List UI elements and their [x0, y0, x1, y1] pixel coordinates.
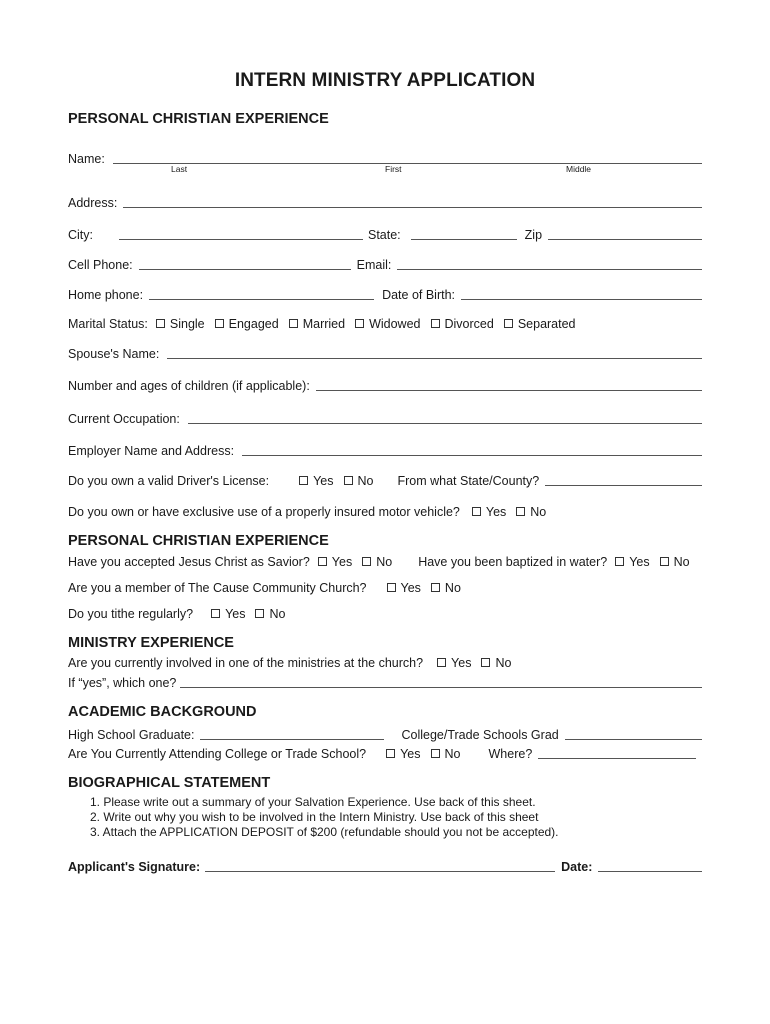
list-item: 2. Write out why you wish to be involved in the Intern Ministry. Use back of this sheet	[90, 810, 539, 824]
name-label: Name:	[68, 152, 105, 166]
vehicle-yes-option[interactable]	[472, 505, 506, 519]
checkbox-icon[interactable]	[387, 583, 396, 592]
license-label: Do you own a valid Driver's License:	[68, 474, 270, 488]
college-grad-field[interactable]	[565, 727, 702, 740]
attending-no-option[interactable]	[431, 747, 461, 761]
checkbox-icon[interactable]	[431, 319, 440, 328]
attending-yes-option[interactable]	[386, 747, 420, 761]
date-label: Date:	[561, 860, 593, 874]
checkbox-icon[interactable]	[431, 749, 440, 758]
ministry-no-option[interactable]	[481, 656, 511, 670]
spouse-name-field[interactable]	[167, 346, 702, 359]
signature-label: Applicant's Signature:	[68, 860, 201, 874]
baptized-yes-option[interactable]	[615, 555, 649, 569]
occupation-row	[68, 408, 702, 426]
page-title: INTERN MINISTRY APPLICATION	[234, 70, 536, 91]
section-christian-heading: PERSONAL CHRISTIAN EXPERIENCE	[68, 533, 329, 549]
option-label: No	[376, 555, 393, 569]
graduation-row	[68, 724, 702, 742]
tithe-yes-option[interactable]	[211, 607, 245, 621]
license-yes-option[interactable]	[299, 474, 333, 488]
checkbox-icon[interactable]	[255, 609, 264, 618]
email-label: Email:	[356, 258, 392, 272]
city-state-zip-row	[68, 224, 702, 242]
spouse-row	[68, 343, 702, 361]
college-grad-label: College/Trade Schools Grad	[401, 728, 559, 742]
member-label: Are you a member of The Cause Community Church?	[68, 581, 367, 595]
checkbox-icon[interactable]	[355, 319, 364, 328]
member-row	[68, 577, 702, 595]
tithe-no-option[interactable]	[255, 607, 285, 621]
option-label: Divorced	[444, 317, 494, 331]
occupation-field[interactable]	[188, 411, 702, 424]
section-personal-heading: PERSONAL CHRISTIAN EXPERIENCE	[68, 111, 329, 127]
ministry-which-field[interactable]	[180, 675, 702, 688]
name-middle-caption: Middle	[566, 164, 592, 174]
checkbox-icon[interactable]	[660, 557, 669, 566]
employer-row	[68, 440, 702, 458]
option-label: Yes	[485, 505, 507, 519]
name-last-caption: Last	[171, 164, 188, 174]
license-state-label: From what State/County?	[397, 474, 540, 488]
email-field[interactable]	[397, 257, 702, 270]
checkbox-icon[interactable]	[211, 609, 220, 618]
cell-phone-field[interactable]	[139, 257, 351, 270]
member-no-option[interactable]	[431, 581, 461, 595]
date-of-birth-label: Date of Birth:	[382, 288, 456, 302]
date-of-birth-field[interactable]	[461, 287, 702, 300]
name-field[interactable]	[113, 151, 702, 164]
home-phone-label: Home phone:	[68, 288, 144, 302]
member-yes-option[interactable]	[387, 581, 421, 595]
option-label: Widowed	[369, 317, 421, 331]
vehicle-row	[68, 501, 702, 519]
section-ministry-heading: MINISTRY EXPERIENCE	[68, 635, 234, 651]
checkbox-icon[interactable]	[516, 507, 525, 516]
option-label: Yes	[451, 656, 472, 670]
checkbox-icon[interactable]	[472, 507, 481, 516]
option-label: No	[269, 607, 286, 621]
city-field[interactable]	[119, 227, 363, 240]
ministry-involved-row	[68, 652, 702, 670]
high-school-field[interactable]	[200, 727, 384, 740]
cell-phone-label: Cell Phone:	[68, 258, 133, 272]
savior-no-option[interactable]	[362, 555, 392, 569]
savior-yes-option[interactable]	[318, 555, 352, 569]
marital-status-row	[68, 313, 702, 331]
section-academic-heading: ACADEMIC BACKGROUND	[68, 704, 257, 720]
checkbox-icon[interactable]	[615, 557, 624, 566]
option-label: No	[444, 747, 461, 761]
checkbox-icon[interactable]	[156, 319, 165, 328]
option-label: Yes	[629, 555, 650, 569]
license-no-option[interactable]	[344, 474, 374, 488]
option-label: Yes	[400, 581, 421, 595]
savior-baptized-row	[68, 551, 702, 569]
option-label: Yes	[313, 474, 334, 488]
home-dob-row	[68, 284, 702, 302]
ministry-yes-option[interactable]	[437, 656, 471, 670]
option-label: No	[495, 656, 512, 670]
option-label: Separated	[517, 317, 576, 331]
bio-instructions-list	[90, 795, 559, 840]
signature-field[interactable]	[205, 859, 555, 872]
marital-status-label: Marital Status:	[68, 317, 148, 331]
option-label: No	[357, 474, 374, 488]
marital-option-divorced[interactable]	[431, 317, 494, 331]
option-label: No	[673, 555, 690, 569]
license-state-field[interactable]	[545, 473, 702, 486]
state-label: State:	[368, 228, 401, 242]
list-item: 1. Please write out a summary of your Salvation Experience. Use back of this sheet.	[90, 795, 536, 809]
tithe-label: Do you tithe regularly?	[68, 607, 194, 621]
checkbox-icon[interactable]	[299, 476, 308, 485]
checkbox-icon[interactable]	[344, 476, 353, 485]
attending-row	[68, 743, 702, 761]
children-label: Number and ages of children (if applicable):	[68, 379, 310, 393]
name-first-caption: First	[385, 164, 402, 174]
where-label: Where?	[488, 747, 533, 761]
checkbox-icon[interactable]	[431, 583, 440, 592]
address-field[interactable]	[123, 195, 702, 208]
children-row	[68, 375, 702, 393]
city-label: City:	[68, 228, 93, 242]
occupation-label: Current Occupation:	[68, 412, 180, 426]
children-field[interactable]	[316, 378, 702, 391]
address-row	[68, 192, 702, 210]
date-field[interactable]	[598, 859, 702, 872]
marital-option-engaged[interactable]	[215, 317, 279, 331]
license-row	[68, 470, 702, 488]
ministry-which-row	[68, 672, 702, 690]
where-field[interactable]	[538, 746, 696, 759]
baptized-no-option[interactable]	[660, 555, 690, 569]
attending-label: Are You Currently Attending College or Trade School?	[68, 747, 367, 761]
checkbox-icon[interactable]	[386, 749, 395, 758]
marital-option-single[interactable]	[156, 317, 205, 331]
high-school-label: High School Graduate:	[68, 728, 195, 742]
ministry-involved-label: Are you currently involved in one of the ministries at the church?	[68, 656, 424, 670]
employer-field[interactable]	[242, 443, 702, 456]
address-label: Address:	[68, 196, 118, 210]
marital-option-separated[interactable]	[504, 317, 576, 331]
tithe-row	[68, 603, 702, 621]
vehicle-label: Do you own or have exclusive use of a properly insured motor vehicle?	[68, 505, 460, 519]
checkbox-icon[interactable]	[437, 658, 446, 667]
home-phone-field[interactable]	[149, 287, 374, 300]
checkbox-icon[interactable]	[362, 557, 371, 566]
zip-label: Zip	[524, 228, 543, 242]
marital-option-widowed[interactable]	[355, 317, 420, 331]
section-bio-heading: BIOGRAPHICAL STATEMENT	[68, 775, 271, 791]
signature-row	[68, 856, 702, 874]
marital-option-married[interactable]	[289, 317, 345, 331]
checkbox-icon[interactable]	[215, 319, 224, 328]
state-field[interactable]	[411, 227, 517, 240]
checkbox-icon[interactable]	[481, 658, 490, 667]
employer-label: Employer Name and Address:	[68, 444, 235, 458]
option-label: Married	[302, 317, 346, 331]
ministry-which-label: If “yes”, which one?	[68, 676, 177, 690]
option-label: Yes	[225, 607, 246, 621]
option-label: Engaged	[228, 317, 279, 331]
checkbox-icon[interactable]	[289, 319, 298, 328]
option-label: Yes	[331, 555, 353, 569]
vehicle-no-option[interactable]	[516, 505, 546, 519]
cell-email-row	[68, 254, 702, 272]
baptized-label: Have you been baptized in water?	[418, 555, 608, 569]
option-label: No	[444, 581, 461, 595]
zip-field[interactable]	[548, 227, 702, 240]
option-label: No	[530, 505, 547, 519]
spouse-name-label: Spouse's Name:	[68, 347, 160, 361]
option-label: Yes	[400, 747, 421, 761]
option-label: Single	[169, 317, 205, 331]
checkbox-icon[interactable]	[318, 557, 327, 566]
list-item: 3. Attach the APPLICATION DEPOSIT of $200 (refundable should you not be accepted).	[90, 825, 559, 839]
savior-label: Have you accepted Jesus Christ as Savior?	[68, 555, 310, 569]
checkbox-icon[interactable]	[504, 319, 513, 328]
